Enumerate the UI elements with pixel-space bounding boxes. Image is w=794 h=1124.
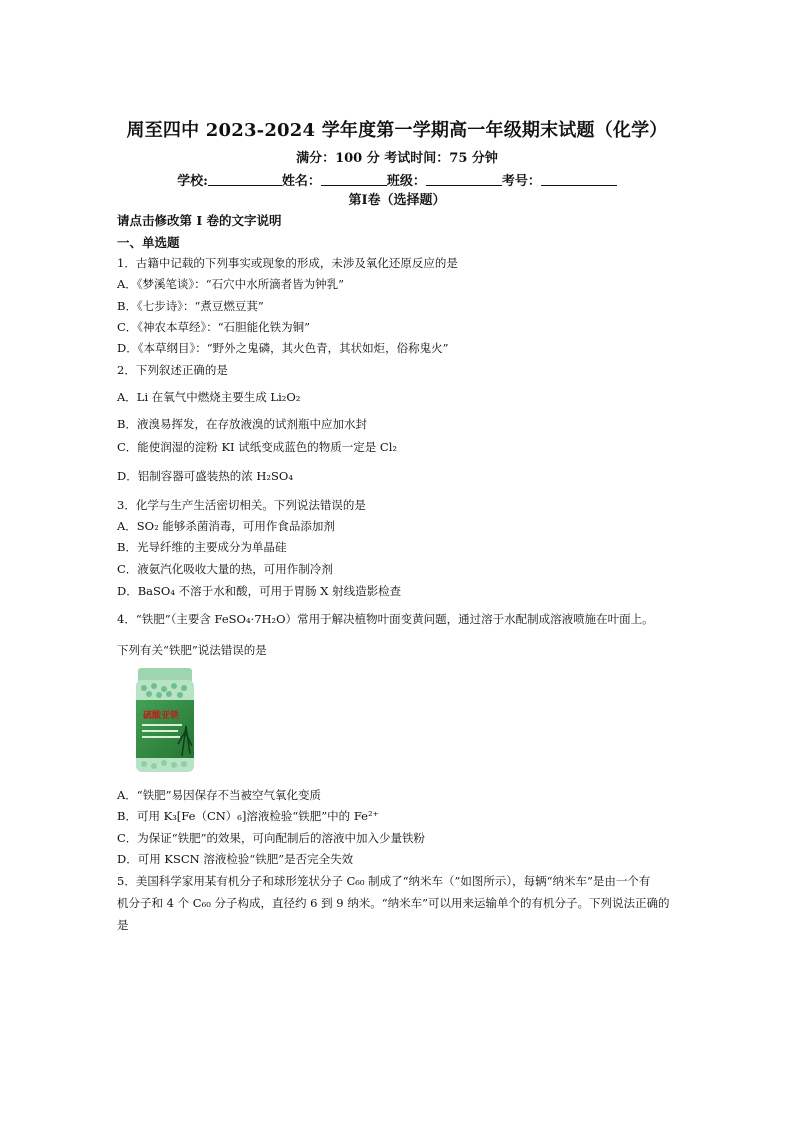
- question-5-stem-line-3: 是: [117, 918, 129, 932]
- exam-no-label: 考号：: [501, 174, 541, 189]
- question-4-option-a: A．“铁肥”易因保存不当被空气氧化变质: [117, 788, 322, 802]
- class-blank[interactable]: [426, 172, 502, 186]
- name-blank[interactable]: [321, 172, 387, 186]
- question-3-option-a: A．SO₂ 能够杀菌消毒，可用作食品添加剂: [117, 519, 335, 533]
- ferrous-sulfate-jar-image: [130, 664, 200, 778]
- question-4-option-c: C．为保证“铁肥”的效果，可向配制后的溶液中加入少量铁粉: [117, 831, 426, 845]
- question-4-option-d: D．可用 KSCN 溶液检验“铁肥”是否完全失效: [117, 852, 354, 866]
- question-2-option-a: A．Li 在氧气中燃烧主要生成 Li₂O₂: [117, 390, 301, 404]
- part-heading: 一、单选题: [117, 235, 180, 250]
- question-1-option-c: C．《神农本草经》：“石胆能化铁为铜”: [117, 320, 311, 334]
- exam-no-blank[interactable]: [541, 172, 617, 186]
- edit-hint: 请点击修改第 I 卷的文字说明: [117, 213, 282, 228]
- student-info-line: [0, 170, 794, 189]
- question-2-option-d: D．铝制容器可盛装热的浓 H₂SO₄: [117, 469, 293, 483]
- question-1-option-a: A．《梦溪笔谈》：“石穴中水所滴者皆为钟乳”: [117, 277, 345, 291]
- question-3-option-c: C．液氨汽化吸收大量的热，可用作制冷剂: [117, 562, 333, 576]
- question-4-stem: 4．“铁肥”（主要含 FeSO₄·7H₂O）常用于解决植物叶面变黄问题，通过溶于水配制成溶液喷施在叶面上。: [117, 612, 654, 626]
- school-label: 学校:: [177, 174, 208, 189]
- question-2-option-c: C．能使润湿的淀粉 KI 试纸变成蓝色的物质一定是 Cl₂: [117, 440, 397, 454]
- section-title: 第Ⅰ卷（选择题）: [348, 193, 446, 208]
- question-2-option-b: B．液溴易挥发，在存放液溴的试剂瓶中应加水封: [117, 417, 367, 431]
- exam-title: 周至四中 2023-2024 学年度第一学期高一年级期末试题（化学）: [126, 120, 668, 141]
- class-label: 班级：: [386, 174, 426, 189]
- question-3-stem: 3．化学与生产生活密切相关。下列说法错误的是: [117, 498, 366, 512]
- question-4-stem-continued: 下列有关“铁肥”说法错误的是: [117, 643, 267, 657]
- question-5-stem: 5．美国科学家用某有机分子和球形笼状分子 C₆₀ 制成了“纳米车（”如图所示），每辆“纳米车”是由一个有: [117, 874, 651, 888]
- jar-label-text: 硫酸亚铁: [143, 711, 180, 721]
- question-4-option-b: B．可用 K₃[Fe（CN）₆]溶液检验“铁肥”中的 Fe²⁺: [117, 809, 379, 823]
- question-3-option-b: B．光导纤维的主要成分为单晶硅: [117, 540, 287, 554]
- question-5-stem-line-2: 机分子和 4 个 C₆₀ 分子构成，直径约 6 到 9 纳米。“纳米车”可以用来运输单个的有机分子。下列说法正确的: [117, 896, 670, 910]
- name-label: 姓名：: [281, 174, 321, 189]
- question-1-stem: 1．古籍中记载的下列事实或现象的形成，未涉及氧化还原反应的是: [117, 256, 458, 270]
- question-1-option-d: D．《本草纲目》：“野外之鬼磷，其火色青，其状如炬，俗称鬼火”: [117, 341, 449, 355]
- question-3-option-d: D．BaSO₄ 不溶于水和酸，可用于胃肠 X 射线造影检查: [117, 584, 402, 598]
- question-1-option-b: B．《七步诗》：“煮豆燃豆萁”: [117, 299, 264, 313]
- school-blank[interactable]: [208, 172, 282, 186]
- question-2-stem: 2．下列叙述正确的是: [117, 363, 228, 377]
- score-time: 满分：100 分 考试时间：75 分钟: [296, 151, 498, 166]
